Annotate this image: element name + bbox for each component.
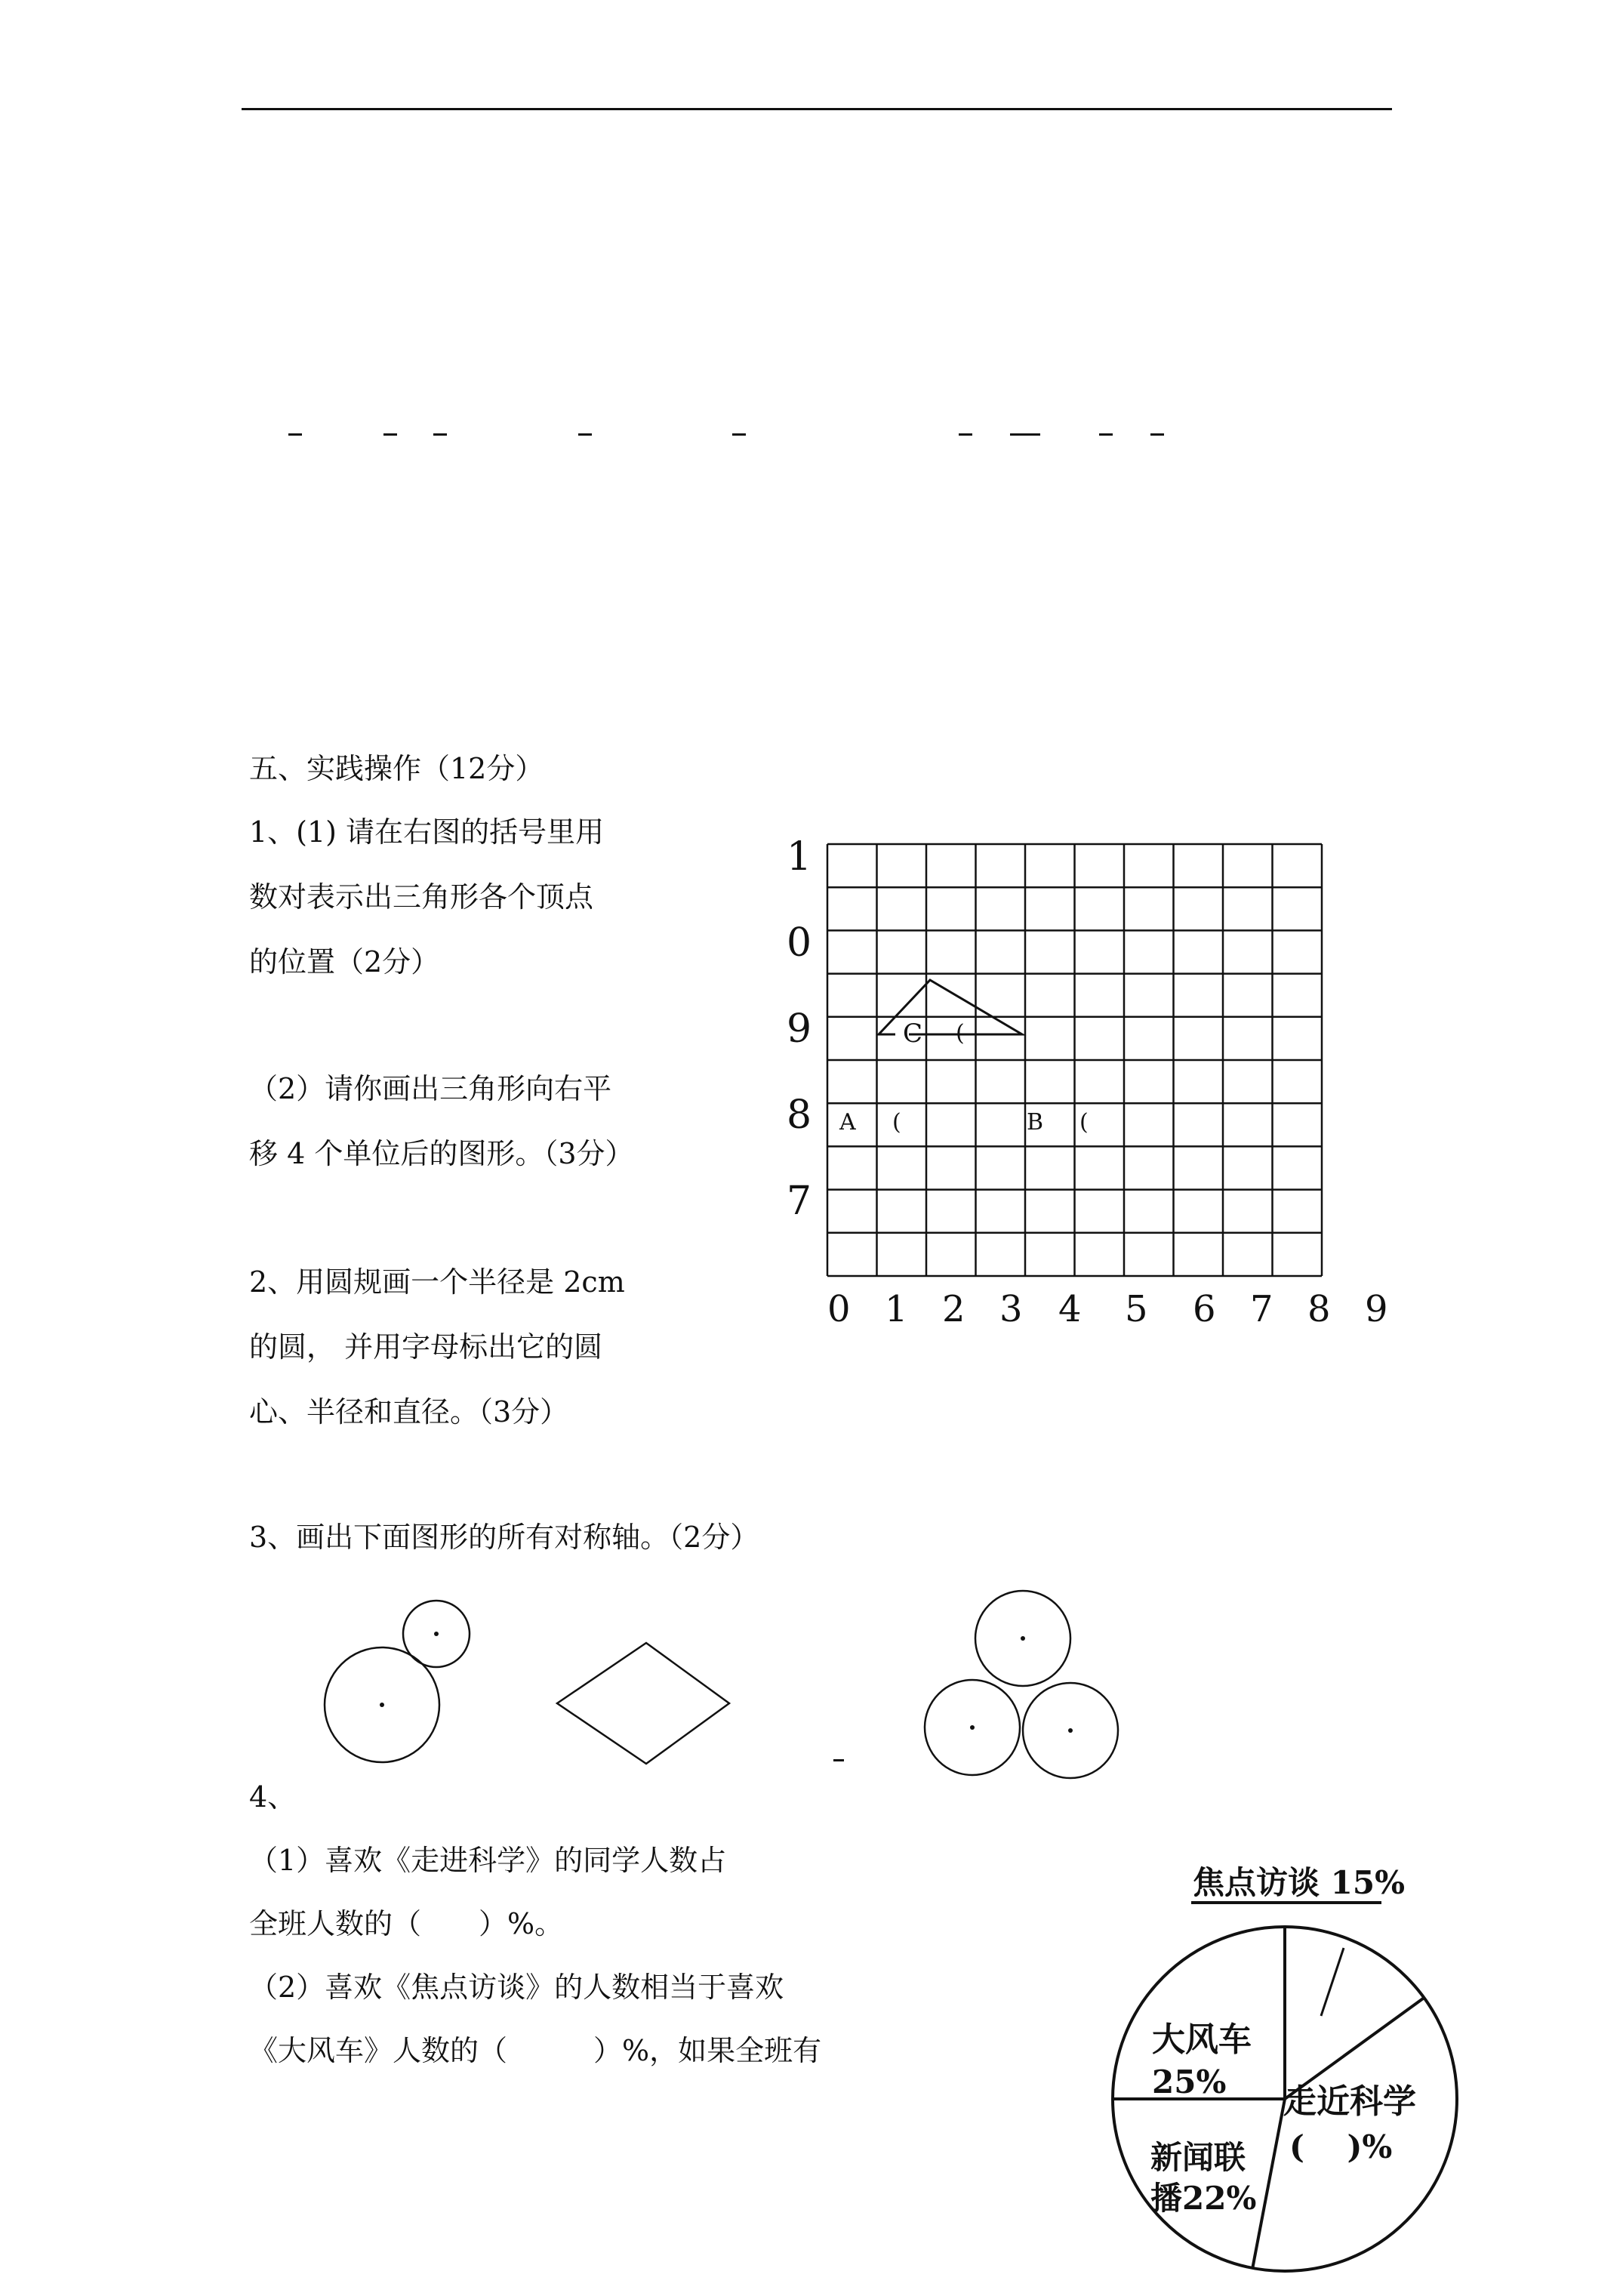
q1-line: 移 4 个单位后的图形。（3分）: [249, 1137, 634, 1170]
x-tick-label: 8: [1307, 1288, 1331, 1330]
y-tick-label: 0: [787, 920, 812, 966]
y-tick-label: 9: [787, 1006, 812, 1052]
y-tick-label: 7: [787, 1179, 812, 1224]
q4-line: 全班人数的（ ）%。: [249, 1907, 564, 1940]
x-tick-label: 4: [1058, 1288, 1082, 1330]
y-tick-label: 1: [787, 834, 812, 880]
x-tick-label: 0: [827, 1288, 851, 1330]
vertex-label-c: C: [903, 1019, 923, 1049]
section-heading: 五、实践操作（12分）: [249, 752, 544, 785]
vertex-label-b: B: [1027, 1109, 1044, 1136]
x-tick-label: 2: [942, 1288, 965, 1330]
q4-line: （1）喜欢《走进科学》的同学人数占: [249, 1844, 727, 1877]
x-tick-label: 6: [1193, 1288, 1216, 1330]
question-4: [249, 1844, 821, 2067]
x-tick-label: 3: [999, 1288, 1023, 1330]
vertex-paren: (: [956, 1020, 965, 1046]
pie-label-jiaodian: 焦点访谈 15%: [1193, 1864, 1405, 1901]
x-tick-label: 9: [1365, 1288, 1388, 1330]
pie-label-zoujin: 走近科学: [1283, 2082, 1416, 2121]
x-tick-label: 5: [1125, 1288, 1148, 1330]
top-rule: [242, 108, 1392, 110]
pie-value-xinwen: 播22%: [1150, 2180, 1257, 2217]
pie-value-dafengche: 25%: [1152, 2063, 1227, 2100]
pie-label-xinwen: 新闻联: [1150, 2139, 1246, 2176]
q1-line: 1、(1) 请在右图的括号里用: [249, 815, 605, 849]
q4-line: 《大风车》人数的（ ）%，如果全班有: [249, 2034, 822, 2067]
pie-value-zoujin: ( )%: [1289, 2128, 1393, 2165]
vertex-paren: (: [1079, 1109, 1089, 1136]
pie-leader-line: [1321, 1948, 1344, 2016]
symmetry-figures: [302, 1586, 1163, 1857]
q1-line: （2）请你画出三角形向右平: [249, 1072, 612, 1105]
pie-chart: [1095, 1857, 1472, 2288]
question-4-label: 4、: [249, 1780, 297, 1814]
q1-line: 数对表示出三角形各个顶点: [249, 880, 594, 914]
x-tick-label: 1: [885, 1288, 908, 1330]
q2-line: 心、半径和直径。（3分）: [249, 1395, 569, 1428]
question-1: [249, 815, 604, 978]
vertex-paren: (: [892, 1109, 901, 1136]
y-tick-label: 8: [787, 1093, 812, 1138]
pie-label-dafengche: 大风车: [1152, 2020, 1252, 2059]
q2-line: 的圆， 并用字母标出它的圆: [249, 1330, 603, 1364]
coordinate-grid: [770, 823, 1419, 1344]
pie-slice-boundary: [1252, 2099, 1285, 2268]
grid-lines: [827, 844, 1322, 1276]
question-1-part-2: [249, 1072, 634, 1170]
question-2: [249, 1265, 625, 1428]
rhombus-shape: [557, 1643, 729, 1764]
q1-line: 的位置（2分）: [249, 945, 440, 978]
q2-line: 2、用圆规画一个半径是 2cm: [249, 1265, 625, 1299]
x-tick-label: 7: [1250, 1288, 1273, 1330]
vertex-label-a: A: [839, 1109, 856, 1136]
q4-line: （2）喜欢《焦点访谈》的人数相当于喜欢: [249, 1971, 784, 2004]
question-3: 3、画出下面图形的所有对称轴。（2分）: [249, 1521, 759, 1554]
